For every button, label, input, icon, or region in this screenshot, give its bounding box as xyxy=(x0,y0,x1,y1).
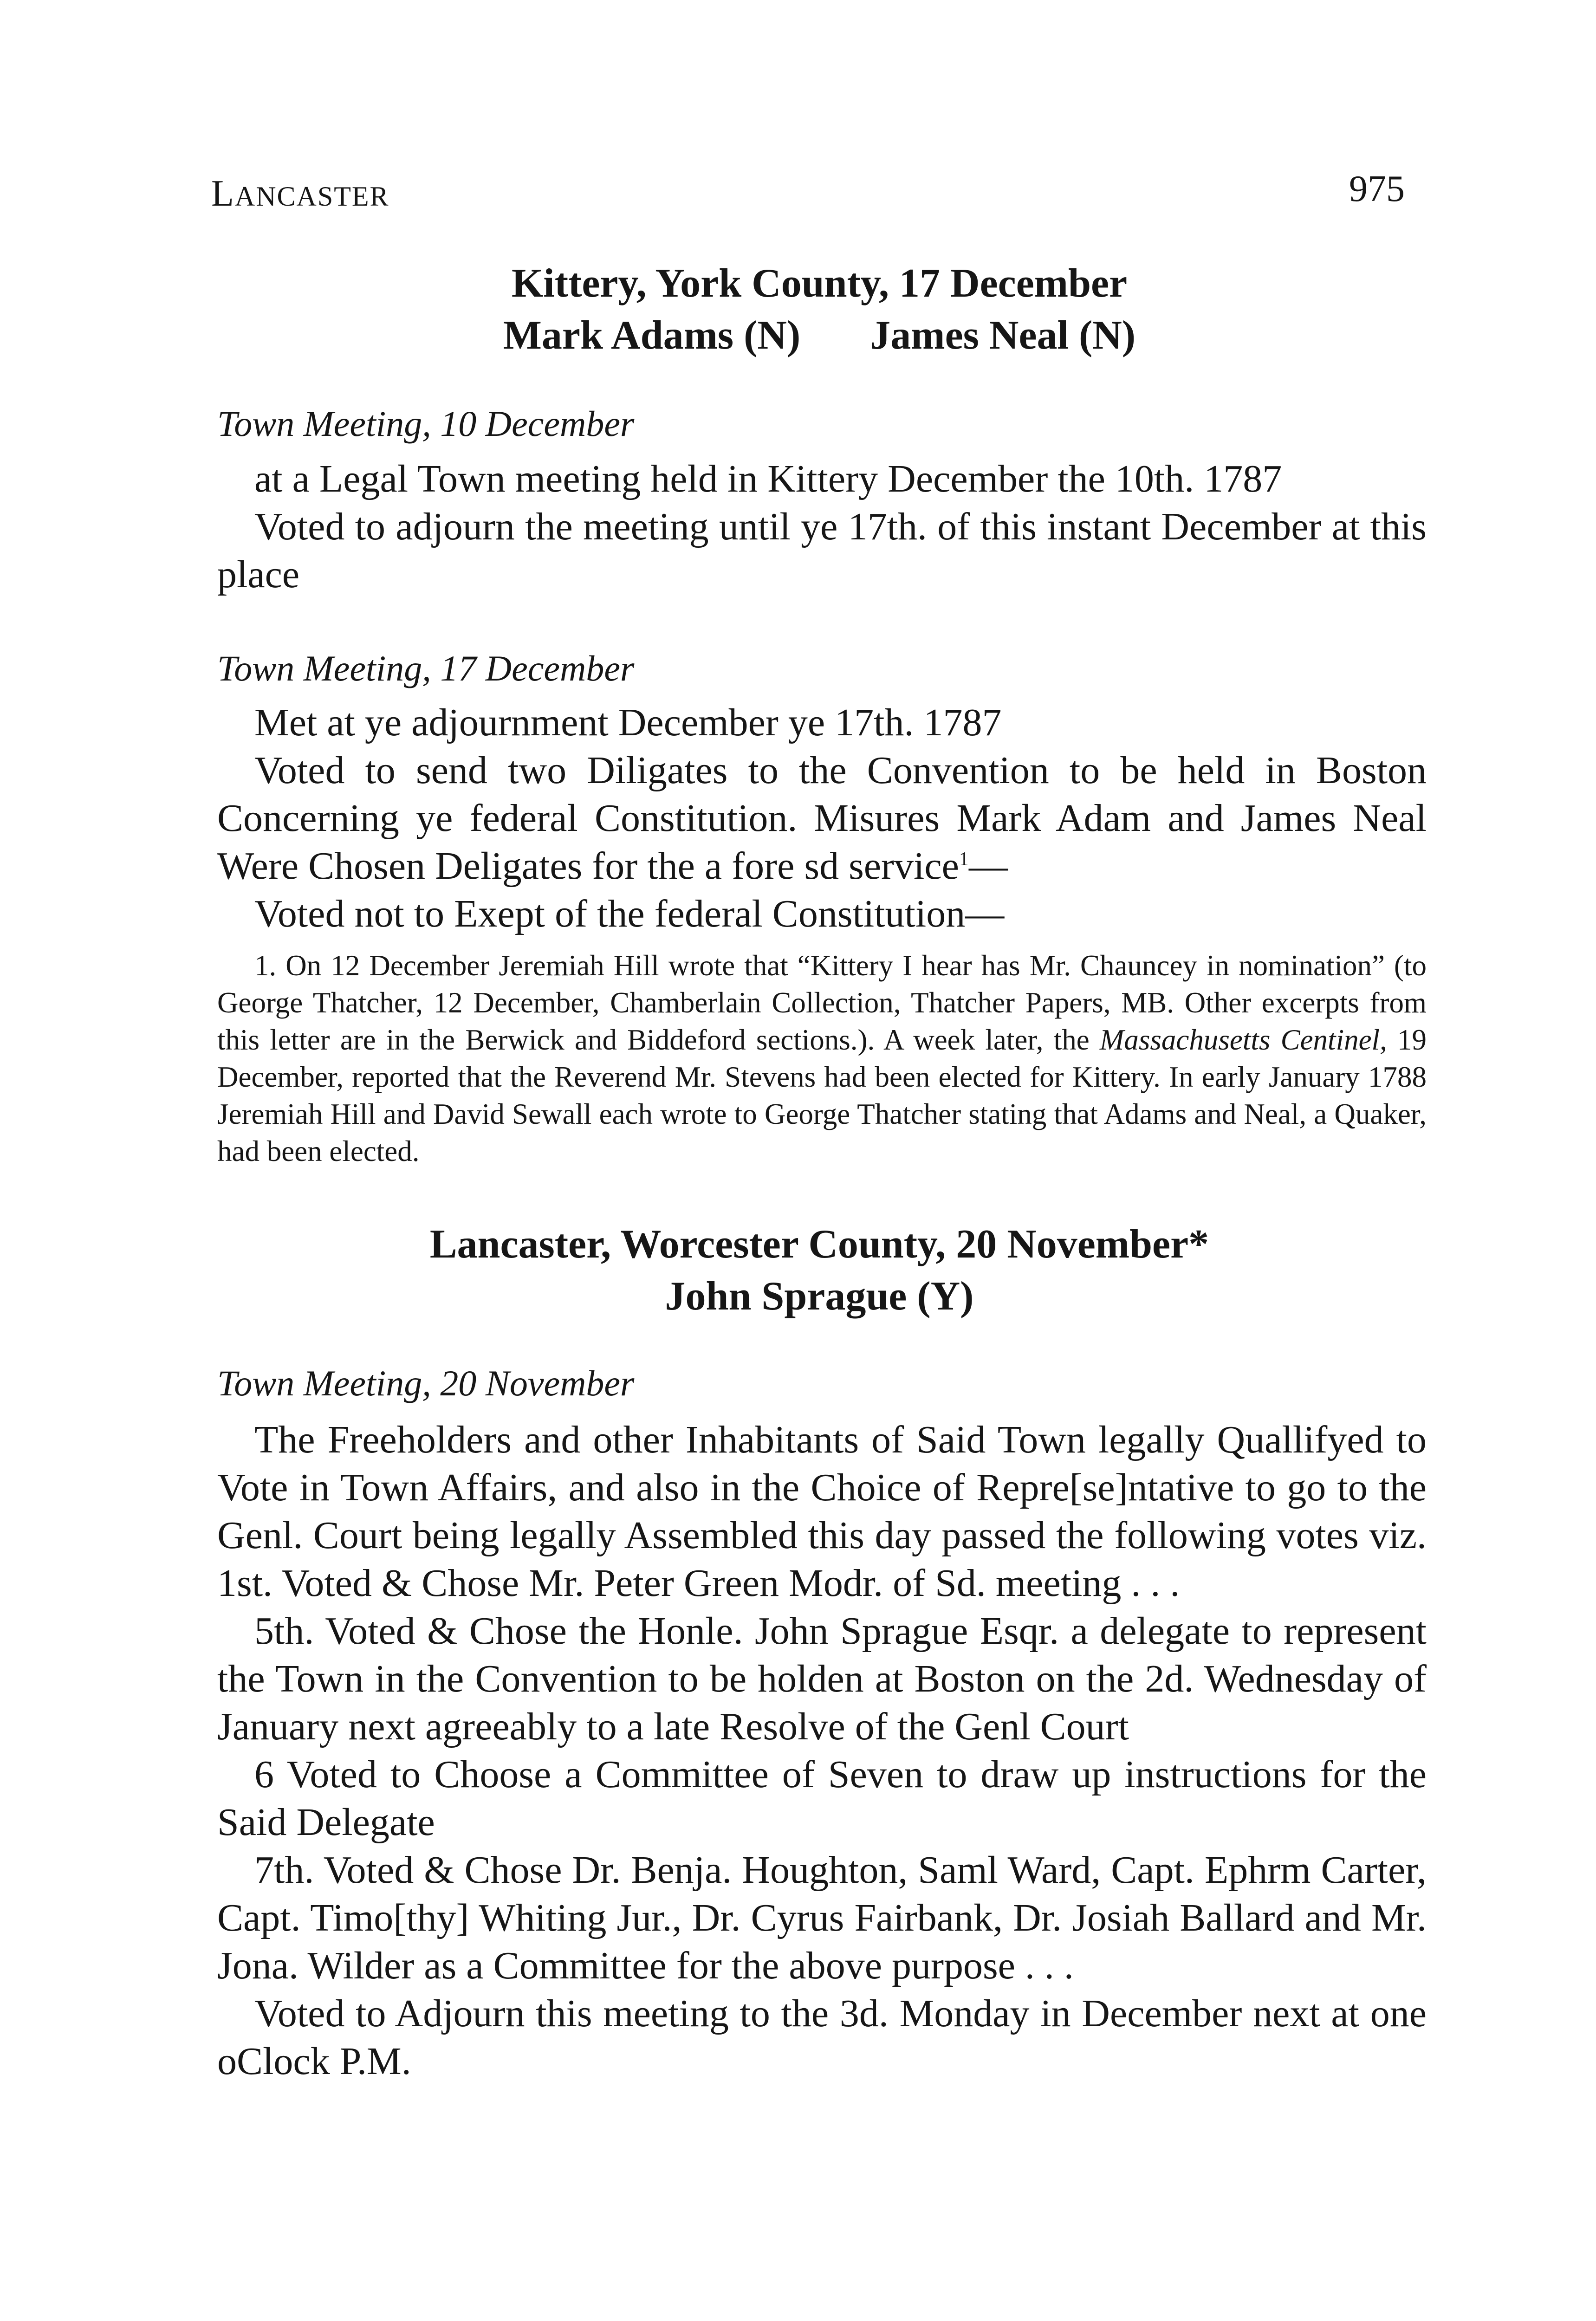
kittery-meeting1-text xyxy=(217,455,1427,598)
lancaster-heading xyxy=(214,1219,1425,1323)
kittery-delegate-neal: James Neal (N) xyxy=(870,313,1136,358)
lancaster-p1: The Freeholders and other Inhabitants of Said Town legally Quallifyed to Vote in Town Affairs, and also in the Choice of Repre[se]ntative to go to the Genl. Court being legally Assembled this day passed the following votes viz. 1st. Voted & Chose Mr. Peter Green Modr. of Sd. meeting . . . xyxy=(217,1418,1427,1605)
kittery-delegate-adams: Mark Adams (N) xyxy=(503,313,801,358)
kittery-meeting2-line3: Voted not to Exept of the federal Constitution— xyxy=(254,892,1005,935)
kittery-meeting1-line2: Voted to adjourn the meeting until ye 17th. of this instant December at this place xyxy=(217,505,1427,596)
running-head-rest: ANCASTER xyxy=(234,181,389,212)
kittery-meeting2-text xyxy=(217,699,1427,938)
kittery-meeting1-title: Town Meeting, 10 December xyxy=(217,403,635,444)
kittery-meeting2-line2: Voted to send two Diligates to the Convention to be held in Boston Concerning ye federal Constitution. Misures Mark Adam and James Neal Were Chosen Deligates for the a fore sd service$^1$— xyxy=(217,749,1427,888)
footnote-italic-title: Massachusetts Centinel, xyxy=(1099,1024,1387,1056)
kittery-meeting1-line1: at a Legal Town meeting held in Kittery December the 10th. 1787 xyxy=(254,457,1282,500)
footnote-ref: 1 xyxy=(959,849,969,870)
kittery-delegates xyxy=(214,310,1425,362)
lancaster-p2: 5th. Voted & Chose the Honle. John Sprague Esqr. a delegate to represent the Town in the Convention to be holden at Boston on the 2d. Wednesday of January next agreeably to a late Resolve of the Genl Court xyxy=(217,1609,1427,1748)
lancaster-delegate: John Sprague (Y) xyxy=(665,1274,974,1319)
kittery-title: Kittery, York County, 17 December xyxy=(511,261,1128,306)
kittery-meeting2-line1: Met at ye adjournment December ye 17th. 1787 xyxy=(254,701,1002,744)
kittery-heading xyxy=(214,258,1425,362)
lancaster-title: Lancaster, Worcester County, 20 November* xyxy=(429,1222,1209,1267)
lancaster-meeting-title: Town Meeting, 20 November xyxy=(217,1363,635,1403)
lancaster-p5: Voted to Adjourn this meeting to the 3d. Monday in December next at one oClock P.M. xyxy=(217,1992,1427,2083)
running-head xyxy=(211,173,389,215)
page-number: 975 xyxy=(1349,169,1405,209)
lancaster-p4: 7th. Voted & Chose Dr. Benja. Houghton, Saml Ward, Capt. Ephrm Carter, Capt. Timo[thy] Whiting Jur., Dr. Cyrus Fairbank, Dr. Josiah Ballard and Mr. Jona. Wilder as a Committee for the above purpose . . . xyxy=(217,1848,1427,1987)
footnote xyxy=(217,947,1427,1170)
footnote-text: 1. On 12 December Jeremiah Hill wrote that “Kittery I hear has Mr. Chauncey in nomination” (to George Thatcher, 12 December, Chamberlain Collection, Thatcher Papers, MB. Other excerpts from this letter are in the Berwick and Biddeford sections.). A week later, the Massachusetts Centinel, 19 December, reported that the Reverend Mr. Stevens had been elected for Kittery. In early January 1788 Jeremiah Hill and David Sewall each wrote to George Thatcher stating that Adams and Neal, a Quaker, had been elected. xyxy=(217,949,1427,1167)
lancaster-meeting-text xyxy=(217,1416,1427,2085)
running-head-initial: L xyxy=(211,173,235,214)
lancaster-p3: 6 Voted to Choose a Committee of Seven to draw up instructions for the Said Delegate xyxy=(217,1753,1427,1844)
kittery-meeting2-title: Town Meeting, 17 December xyxy=(217,648,635,688)
